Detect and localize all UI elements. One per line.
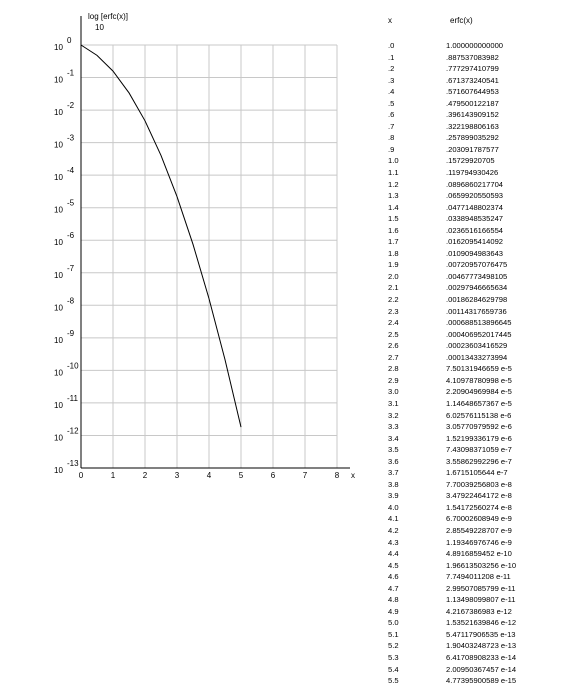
table-row <box>380 121 560 133</box>
table-cell-x: .8 <box>388 133 395 143</box>
table-cell-x: .5 <box>388 98 395 108</box>
table-row <box>380 525 560 537</box>
table-cell-x: 1.7 <box>388 237 399 247</box>
table-cell-x: 1.5 <box>388 214 399 224</box>
table-row <box>380 363 560 375</box>
table-cell-x: 4.9 <box>388 606 399 616</box>
table-cell-x: .6 <box>388 110 395 120</box>
table-cell-x: 2.6 <box>388 341 399 351</box>
y-tick-base: 10 <box>54 238 63 248</box>
table-row <box>380 571 560 583</box>
y-tick-exponent: -3 <box>67 133 75 143</box>
y-tick-exponent: -4 <box>67 166 75 176</box>
table-row <box>380 421 560 433</box>
table-cell-erfc: .119794930426 <box>446 168 499 178</box>
table-row <box>380 75 560 87</box>
table-row <box>380 664 560 676</box>
table-row <box>380 248 560 260</box>
table-row <box>380 294 560 306</box>
y-tick-exponent: -2 <box>67 101 75 111</box>
values-table <box>380 40 560 687</box>
table-cell-x: .4 <box>388 87 395 97</box>
table-cell-erfc: .777297410799 <box>446 64 499 74</box>
table-cell-x: .1 <box>388 52 395 62</box>
x-tick-label: 0 <box>78 471 84 480</box>
table-cell-x: 3.4 <box>388 433 399 443</box>
table-row <box>380 502 560 514</box>
y-tick-exponent: -10 <box>67 361 79 371</box>
table-cell-erfc: .0162095414092 <box>446 237 504 247</box>
table-cell-erfc: 7.43098371059 e-7 <box>446 445 512 455</box>
table-cell-x: 4.1 <box>388 514 399 524</box>
table-cell-erfc: 3.55862992296 e-7 <box>446 456 512 466</box>
table-row <box>380 537 560 549</box>
table-row <box>380 225 560 237</box>
y-tick-base: 10 <box>54 400 63 410</box>
table-cell-x: 4.2 <box>388 525 399 535</box>
table-row <box>380 410 560 422</box>
table-cell-x: 2.8 <box>388 364 399 374</box>
table-cell-erfc: .671373240541 <box>446 75 499 85</box>
table-cell-x: 4.6 <box>388 572 399 582</box>
table-row <box>380 86 560 98</box>
y-tick-base: 10 <box>54 75 63 85</box>
y-tick-exponent: -8 <box>67 296 75 306</box>
table-row <box>380 63 560 75</box>
table-cell-erfc: 6.02576115138 e-6 <box>446 410 512 420</box>
table-cell-erfc: 1.6715105644 e-7 <box>446 468 508 478</box>
table-cell-x: 5.5 <box>388 676 399 686</box>
table-cell-x: 5.4 <box>388 664 399 674</box>
table-cell-x: 3.0 <box>388 387 399 397</box>
table-cell-x: 3.7 <box>388 468 399 478</box>
y-tick-base: 10 <box>54 43 63 52</box>
table-row <box>380 236 560 248</box>
series-line <box>81 45 241 427</box>
y-tick-base: 10 <box>54 205 63 215</box>
y-tick-base: 10 <box>54 270 63 280</box>
table-cell-erfc: 1.13498099807 e-11 <box>446 595 516 605</box>
table-cell-erfc: 4.10978780998 e-5 <box>446 375 512 385</box>
table-cell-x: 1.2 <box>388 179 399 189</box>
table-cell-x: .0 <box>388 41 395 50</box>
table-cell-erfc: .257899035292 <box>446 133 499 143</box>
table-cell-erfc: .396143909152 <box>446 110 499 120</box>
table-row <box>380 594 560 606</box>
table-cell-erfc: 1.53521639846 e-12 <box>446 618 517 628</box>
table-cell-x: 2.0 <box>388 271 399 281</box>
table-cell-erfc: 1.000000000000 <box>446 41 504 50</box>
table-cell-x: 3.2 <box>388 410 399 420</box>
table-cell-x: .2 <box>388 64 395 74</box>
table-cell-x: 1.6 <box>388 225 399 235</box>
table-cell-x: 1.9 <box>388 260 399 270</box>
table-cell-x: 4.4 <box>388 549 399 559</box>
x-tick-label: 4 <box>206 471 212 480</box>
table-cell-erfc: 2.85549228707 e-9 <box>446 525 512 535</box>
table-row <box>380 271 560 283</box>
table-cell-x: 2.3 <box>388 306 399 316</box>
table-cell-erfc: 6.41708908233 e-14 <box>446 652 517 662</box>
table-cell-x: 5.1 <box>388 629 399 639</box>
table-row <box>380 652 560 664</box>
table-row <box>380 155 560 167</box>
x-tick-label: 8 <box>334 471 340 480</box>
table-row <box>380 675 560 687</box>
table-cell-erfc: .00720957076475 <box>446 260 508 270</box>
table-cell-x: 1.4 <box>388 202 399 212</box>
table-row <box>380 213 560 225</box>
table-cell-x: 3.1 <box>388 398 399 408</box>
table-cell-erfc: .571607644953 <box>446 87 499 97</box>
table-row <box>380 306 560 318</box>
table-cell-x: 4.3 <box>388 537 399 547</box>
table-cell-erfc: .15729920705 <box>446 156 495 166</box>
x-tick-label: 2 <box>142 471 148 480</box>
table-cell-x: 2.4 <box>388 318 399 328</box>
table-row <box>380 629 560 641</box>
table-cell-x: 4.8 <box>388 595 399 605</box>
table-cell-erfc: .479500122187 <box>446 98 499 108</box>
y-tick-exponent: -11 <box>67 393 78 403</box>
table-row <box>380 52 560 64</box>
table-row <box>380 456 560 468</box>
table-row <box>380 467 560 479</box>
table-cell-erfc: .0338948535247 <box>446 214 504 224</box>
table-cell-x: 2.1 <box>388 283 399 293</box>
y-axis-label-base: 10 <box>95 23 104 32</box>
table-cell-erfc: .0896860217704 <box>446 179 504 189</box>
table-cell-x: 4.5 <box>388 560 399 570</box>
table-cell-x: 1.0 <box>388 156 399 166</box>
table-row <box>380 444 560 456</box>
table-cell-x: 5.0 <box>388 618 399 628</box>
table-cell-erfc: 2.00950367457 e-14 <box>446 664 517 674</box>
table-row <box>380 202 560 214</box>
table-row <box>380 640 560 652</box>
table-cell-x: 1.1 <box>388 168 399 178</box>
table-row <box>380 479 560 491</box>
table-cell-erfc: .0659920550593 <box>446 191 504 201</box>
x-tick-label: 1 <box>110 471 116 480</box>
table-cell-erfc: .322198806163 <box>446 121 499 131</box>
table-cell-x: 5.2 <box>388 641 399 651</box>
table-cell-erfc: .0477148802374 <box>446 202 504 212</box>
x-tick-label: 7 <box>302 471 308 480</box>
table-row <box>380 259 560 271</box>
table-cell-erfc: .00023603416529 <box>446 341 508 351</box>
table-cell-erfc: 1.19346976746 e-9 <box>446 537 512 547</box>
table-cell-x: .3 <box>388 75 395 85</box>
table-row <box>380 109 560 121</box>
table-row <box>380 167 560 179</box>
table-cell-erfc: 1.90403248723 e-13 <box>446 641 517 651</box>
y-tick-base: 10 <box>54 108 63 118</box>
table-cell-x: 2.9 <box>388 375 399 385</box>
y-tick-exponent: -12 <box>67 426 79 436</box>
y-tick-base: 10 <box>54 433 63 443</box>
table-row <box>380 144 560 156</box>
table-row <box>380 398 560 410</box>
x-tick-label: 6 <box>270 471 276 480</box>
table-cell-erfc: 2.99507085799 e-11 <box>446 583 516 593</box>
table-row <box>380 40 560 52</box>
table-row <box>380 352 560 364</box>
y-tick-exponent: -6 <box>67 231 75 241</box>
table-cell-erfc: .0109094983643 <box>446 248 504 258</box>
table-cell-erfc: .000688513896645 <box>446 318 512 328</box>
table-cell-erfc: 1.14648657367 e-5 <box>446 398 512 408</box>
table-cell-x: 3.8 <box>388 479 399 489</box>
x-tick-label: 5 <box>238 471 244 480</box>
axes <box>81 16 350 468</box>
table-row <box>380 179 560 191</box>
table-row <box>380 386 560 398</box>
table-cell-erfc: 4.77395900589 e-15 <box>446 676 517 686</box>
series <box>81 45 241 427</box>
table-cell-erfc: 3.05770979592 e-6 <box>446 422 512 432</box>
grid <box>81 45 337 468</box>
table-cell-erfc: .00186284629798 <box>446 295 508 305</box>
table-row <box>380 490 560 502</box>
x-tick-label: 3 <box>174 471 180 480</box>
table-cell-erfc: 2.20904969984 e-5 <box>446 387 512 397</box>
table-row <box>380 560 560 572</box>
table-row <box>380 190 560 202</box>
table-cell-erfc: .00297946665634 <box>446 283 508 293</box>
y-tick-exponent: -9 <box>67 328 75 338</box>
table-cell-x: 1.3 <box>388 191 399 201</box>
table-cell-x: 3.6 <box>388 456 399 466</box>
table-cell-erfc: .0236516166554 <box>446 225 504 235</box>
y-tick-exponent: -13 <box>67 459 79 468</box>
table-row <box>380 606 560 618</box>
table-cell-x: 2.5 <box>388 329 399 339</box>
table-cell-erfc: 3.47922464172 e-8 <box>446 491 512 501</box>
table-row <box>380 617 560 629</box>
table-cell-erfc: 7.70039256803 e-8 <box>446 479 512 489</box>
y-tick-exponent: 0 <box>67 36 72 45</box>
table-cell-erfc: .00114317659736 <box>446 306 507 316</box>
y-tick-base: 10 <box>54 303 63 313</box>
y-axis-label: log [erfc(x)] <box>88 12 129 21</box>
table-row <box>380 132 560 144</box>
table-row <box>380 98 560 110</box>
table-cell-erfc: .203091787577 <box>446 144 499 154</box>
table-cell-erfc: 4.2167386983 e-12 <box>446 606 512 616</box>
table-cell-x: 3.5 <box>388 445 399 455</box>
table-cell-x: 1.8 <box>388 248 399 258</box>
table-header-x: x <box>388 16 392 25</box>
table-row <box>380 375 560 387</box>
table-cell-erfc: 5.47117906535 e-13 <box>446 629 516 639</box>
y-tick-base: 10 <box>54 335 63 345</box>
table-cell-x: 3.3 <box>388 422 399 432</box>
erfc-log-chart <box>0 0 375 500</box>
table-cell-x: 2.2 <box>388 295 399 305</box>
y-tick-exponent: -7 <box>67 263 75 273</box>
table-row <box>380 548 560 560</box>
table-cell-erfc: .000406952017445 <box>446 329 512 339</box>
table-cell-erfc: 7.7494011208 e-11 <box>446 572 511 582</box>
table-row <box>380 433 560 445</box>
y-tick-base: 10 <box>54 368 63 378</box>
table-cell-erfc: 1.52199336179 e-6 <box>446 433 512 443</box>
table-cell-erfc: 1.96613503256 e-10 <box>446 560 517 570</box>
table-cell-erfc: .00013433273994 <box>446 352 508 362</box>
y-tick-base: 10 <box>54 173 63 183</box>
table-cell-erfc: 6.70002608949 e-9 <box>446 514 512 524</box>
table-cell-erfc: .887537083982 <box>446 52 499 62</box>
table-cell-x: 2.7 <box>388 352 399 362</box>
table-row <box>380 317 560 329</box>
y-tick-exponent: -1 <box>67 68 75 78</box>
y-tick-base: 10 <box>54 466 63 475</box>
table-cell-erfc: 7.50131946659 e-5 <box>446 364 512 374</box>
table-cell-x: 4.0 <box>388 502 399 512</box>
table-cell-erfc: 4.8916859452 e-10 <box>446 549 512 559</box>
table-row <box>380 513 560 525</box>
table-row <box>380 282 560 294</box>
table-cell-x: 4.7 <box>388 583 399 593</box>
table-cell-x: 3.9 <box>388 491 399 501</box>
table-cell-erfc: .00467773498105 <box>446 271 508 281</box>
table-header-erfc: erfc(x) <box>450 16 473 25</box>
x-axis-label: x <box>351 471 355 480</box>
table-row <box>380 583 560 595</box>
table-row <box>380 340 560 352</box>
table-cell-x: .9 <box>388 144 395 154</box>
table-row <box>380 329 560 341</box>
table-cell-x: 5.3 <box>388 652 399 662</box>
y-tick-exponent: -5 <box>67 198 75 208</box>
table-cell-erfc: 1.54172560274 e-8 <box>446 502 512 512</box>
table-cell-x: .7 <box>388 121 395 131</box>
y-tick-base: 10 <box>54 140 63 150</box>
